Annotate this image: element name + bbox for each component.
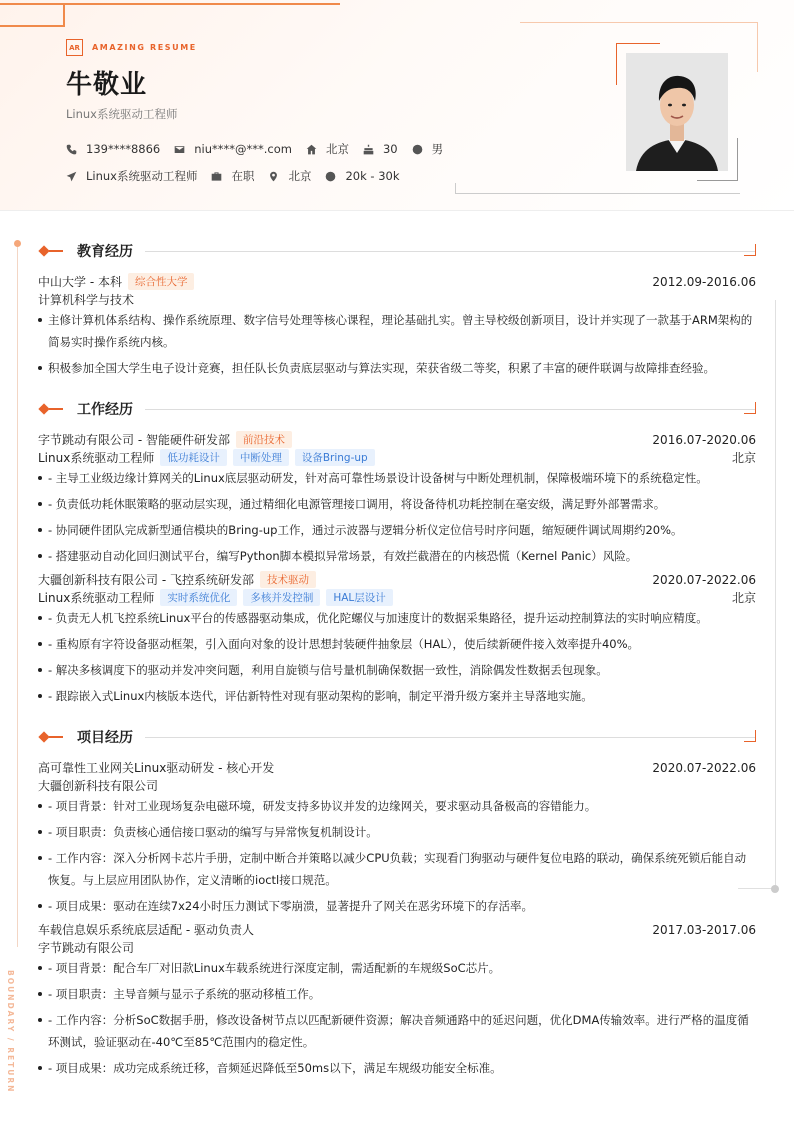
section-diamond-icon [38,245,49,256]
contact-value: 北京 [325,142,349,156]
section-rule [145,251,756,252]
project-company: 大疆创新科技有限公司 [38,779,159,793]
list-item: - 项目职责：主导音频与显示子系统的驱动移植工作。 [38,983,754,1005]
skill-tag: 实时系统优化 [160,589,237,606]
list-item: - 工作内容：分析SoC数据手册，修改设备树节点以匹配新硬件资源；解决音频通路中的延迟问题，优化DMA传输效率。进行严格的温度循环测试，验证驱动在-40℃至85℃范围内的稳定性。 [38,1009,754,1053]
logo-text: AMAZING RESUME [92,43,197,52]
photo-frame-line [616,43,617,85]
skill-tag: 多核并发控制 [243,589,320,606]
section-corner [744,730,756,742]
list-item: - 项目成果：成功完成系统迁移，音频延迟降低至50ms以下，满足车规级功能安全标准。 [38,1057,754,1079]
intent-city [268,168,311,184]
candidate-name: 牛敬业 [66,70,148,100]
intent-value: 20k - 30k [345,169,400,183]
logo-mark: AR [66,39,83,56]
project-entry-head [38,759,756,776]
section-title: 教育经历 [77,244,133,260]
gender-icon [412,144,423,155]
section-title: 工作经历 [77,402,133,418]
intent-value: Linux系统驱动工程师 [86,169,198,183]
photo-frame-line [737,138,738,181]
work-city: 北京 [731,591,756,605]
list-item: - 项目背景：配合车厂对旧款Linux车载系统进行深度定制，需适配新的车规级SoC芯片。 [38,957,754,979]
logo [66,39,197,56]
photo-frame-line [455,193,740,194]
section-work [38,400,756,418]
contact-gender [412,141,444,157]
header-accent-line [63,3,65,27]
side-line [17,247,18,947]
contact-phone [66,142,160,156]
avatar-image [626,53,728,171]
candidate-title: Linux系统驱动工程师 [66,107,178,121]
header-accent-line [0,25,64,27]
section-rule [145,409,756,410]
phone-icon [66,144,77,155]
list-item: - 主导工业级边缘计算网关的Linux底层驱动研发，针对高可靠性场景设计设备树与中断处理机制，保障极端环境下的系统稳定性。 [38,467,754,489]
intent-position [66,168,197,184]
school-tag: 综合性大学 [128,273,195,290]
avatar [626,53,728,171]
education-entry-head [38,273,756,290]
location-icon [268,171,279,182]
project-company-row [38,777,756,794]
company-name: 字节跳动有限公司 - 智能硬件研发部 [38,433,230,447]
school-name: 中山大学 - 本科 [38,275,122,289]
list-item: - 解决多核调度下的驱动并发冲突问题，利用自旋锁与信号量机制确保数据一致性，消除偶发性数据丢包现象。 [38,659,754,681]
header-decor-line [757,22,758,72]
salary-icon [325,171,336,182]
cake-icon [363,144,374,155]
section-dash [49,408,63,410]
home-icon [306,144,317,155]
skill-tag: 低功耗设计 [160,449,227,466]
list-item: - 跟踪嵌入式Linux内核版本迭代，评估新特性对现有驱动架构的影响，制定平滑升级方案并主导落地实施。 [38,685,754,707]
intent-status [211,168,254,184]
company-tag: 技术驱动 [260,571,316,588]
section-rule [145,737,756,738]
section-corner [744,402,756,414]
work-date: 2020.07-2022.06 [652,572,756,587]
work-entry-head [38,431,756,448]
section-corner [744,244,756,256]
list-item: 积极参加全国大学生电子设计竞赛，担任队长负责底层驱动与算法实现，荣获省级二等奖，积累了丰富的硬件联调与故障排查经验。 [38,357,754,379]
project-date: 2020.07-2022.06 [652,760,756,775]
skill-tag: 设备Bring-up [295,449,375,466]
project-company: 字节跳动有限公司 [38,941,135,955]
photo-frame-line [697,180,738,181]
mail-icon [174,144,185,155]
side-text: BOUNDARY / RETURN [6,970,15,1094]
list-item: - 协同硬件团队完成新型通信模块的Bring-up工作，通过示波器与逻辑分析仪定位信号时序问题，缩短硬件调试周期约20%。 [38,519,754,541]
list-item: - 负责无人机飞控系统Linux平台的传感器驱动集成，优化陀螺仪与加速度计的数据采集路径，提升运动控制算法的实时响应精度。 [38,607,754,629]
right-decor-dot [771,885,779,893]
section-dash [49,250,63,252]
major: 计算机科学与技术 [38,293,135,307]
section-projects [38,728,756,746]
project-name: 高可靠性工业网关Linux驱动研发 - 核心开发 [38,761,275,775]
work-role-row [38,589,756,606]
briefcase-icon [211,171,222,182]
contact-value: 男 [431,142,444,156]
section-dash [49,736,63,738]
work-entry-head [38,571,756,588]
list-item: - 搭建驱动自动化回归测试平台，编写Python脚本模拟异常场景，有效拦截潜在的内核恐慌（Kernel Panic）风险。 [38,545,754,567]
role: Linux系统驱动工程师 [38,591,155,605]
avatar-photo [626,53,728,171]
role: Linux系统驱动工程师 [38,451,155,465]
header-decor-line [520,22,758,23]
project-company-row [38,939,756,956]
header-accent-line [0,3,340,5]
send-icon [66,171,77,182]
project-entry-head [38,921,756,938]
skill-tag: 中断处理 [233,449,289,466]
skill-tag: HAL层设计 [326,589,392,606]
section-education [38,242,756,260]
list-item: - 负责低功耗休眠策略的驱动层实现，通过精细化电源管理接口调用，将设备待机功耗控制在毫安级，满足野外部署需求。 [38,493,754,515]
contact-value: 30 [382,142,398,156]
list-item: - 项目成果：驱动在连续7x24小时压力测试下零崩溃，显著提升了网关在恶劣环境下的存活率。 [38,895,754,917]
list-item: - 项目背景：针对工业现场复杂电磁环境，研发支持多协议并发的边缘网关，要求驱动具备极高的容错能力。 [38,795,754,817]
contact-city [306,141,349,157]
photo-frame-line [455,183,456,194]
work-date: 2016.07-2020.06 [652,432,756,447]
intent-value: 在职 [231,169,255,183]
project-date: 2017.03-2017.06 [652,922,756,937]
project-name: 车载信息娱乐系统底层适配 - 驱动负责人 [38,923,254,937]
work-role-row [38,449,756,466]
education-major-row [38,291,756,308]
list-item: - 项目职责：负责核心通信接口驱动的编写与异常恢复机制设计。 [38,821,754,843]
list-item: - 重构原有字符设备驱动框架，引入面向对象的设计思想封装硬件抽象层（HAL），使后续新硬件接入效率提升40%。 [38,633,754,655]
section-diamond-icon [38,403,49,414]
company-name: 大疆创新科技有限公司 - 飞控系统研发部 [38,573,254,587]
list-item: - 工作内容：深入分析网卡芯片手册，定制中断合并策略以减少CPU负载；实现看门狗驱动与硬件复位电路的联动，确保系统死锁后能自动恢复。与上层应用团队协作，定义清晰的ioctl接口规范。 [38,847,754,891]
work-city: 北京 [731,451,756,465]
contact-value: niu****@***.com [194,142,292,156]
contact-value: 139****8866 [86,142,161,156]
company-tag: 前沿技术 [236,431,292,448]
intent-value: 北京 [288,169,312,183]
resume-header [0,0,794,211]
right-decor-line [775,300,776,888]
intent-row [66,168,414,184]
section-diamond-icon [38,731,49,742]
contact-age [363,142,398,156]
contact-email [174,142,292,156]
education-date: 2012.09-2016.06 [652,274,756,289]
list-item: 主修计算机体系结构、操作系统原理、数字信号处理等核心课程，理论基础扎实。曾主导校级创新项目，设计并实现了一款基于ARM架构的简易实时操作系统内核。 [38,309,754,353]
intent-salary [325,169,399,183]
side-dot [14,240,21,247]
contact-row [66,141,457,157]
section-title: 项目经历 [77,730,133,746]
photo-frame-line [616,43,660,44]
